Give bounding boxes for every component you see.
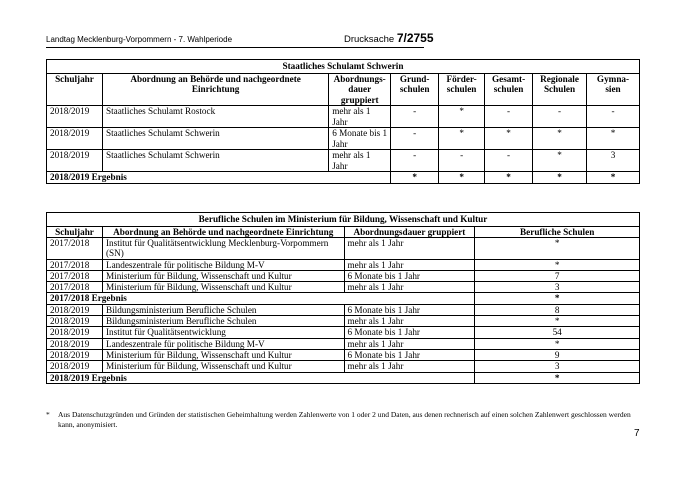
col-header: Abordnung an Behörde und nachgeordnete Einrichtung xyxy=(102,73,328,106)
cell: * xyxy=(475,293,640,304)
col-header: Schuljahr xyxy=(47,73,103,106)
col-header: Abordnungs-dauer gruppiert xyxy=(329,73,391,106)
cell: * xyxy=(439,172,485,184)
cell: * xyxy=(439,128,485,150)
cell: 2018/2019 xyxy=(47,361,103,372)
table-berufliche-schulen xyxy=(46,212,640,384)
cell: * xyxy=(475,338,640,349)
cell: - xyxy=(391,106,439,128)
cell: * xyxy=(587,172,640,184)
cell: Ministerium für Bildung, Wissenschaft und Kultur xyxy=(102,349,344,360)
cell: Bildungsministerium Berufliche Schulen xyxy=(102,316,344,327)
cell: * xyxy=(485,172,533,184)
cell: 54 xyxy=(475,327,640,338)
col-header: Grund-schulen xyxy=(391,73,439,106)
header-rule xyxy=(46,47,424,48)
cell: - xyxy=(391,128,439,150)
table-staatliches-schulamt xyxy=(46,59,640,184)
cell: 2017/2018 xyxy=(47,238,103,260)
table2-header-row xyxy=(47,226,640,238)
cell: 3 xyxy=(587,150,640,172)
cell: - xyxy=(391,150,439,172)
cell: mehr als 1 Jahr xyxy=(344,361,475,372)
cell: Institut für Qualitätsentwicklung xyxy=(102,327,344,338)
col-header: Gymna-sien xyxy=(587,73,640,106)
cell: * xyxy=(475,238,640,260)
cell: Landeszentrale für politische Bildung M-V xyxy=(102,338,344,349)
cell: Staatliches Schulamt Schwerin xyxy=(102,128,328,150)
table-row xyxy=(47,316,640,327)
col-header: Berufliche Schulen xyxy=(475,226,640,238)
cell: Staatliches Schulamt Rostock xyxy=(102,106,328,128)
col-header: Abordnung an Behörde und nachgeordnete Einrichtung xyxy=(102,226,344,238)
result-row xyxy=(47,172,640,184)
table-row xyxy=(47,150,640,172)
cell: * xyxy=(533,172,587,184)
cell: Landeszentrale für politische Bildung M-V xyxy=(102,259,344,270)
result-label: 2018/2019 Ergebnis xyxy=(47,372,475,383)
cell: - xyxy=(439,150,485,172)
col-header: Förder-schulen xyxy=(439,73,485,106)
cell: 2017/2018 xyxy=(47,270,103,281)
cell: 3 xyxy=(475,361,640,372)
cell: * xyxy=(475,316,640,327)
table-row xyxy=(47,361,640,372)
cell: 3 xyxy=(475,282,640,293)
cell: 6 Monate bis 1 Jahr xyxy=(329,128,391,150)
cell: Ministerium für Bildung, Wissenschaft und Kultur xyxy=(102,270,344,281)
table-row xyxy=(47,238,640,260)
result-label: 2017/2018 Ergebnis xyxy=(47,293,475,304)
footnote-text: Aus Datenschutzgründen und Gründen der statistischen Geheimhaltung werden Zahlenwerte von 1 oder 2 und Daten, aus denen rechnerisch auf einen solchen Zahlenwert geschlossen werden kann, anonymisiert. xyxy=(58,410,631,429)
table-row xyxy=(47,327,640,338)
result-row xyxy=(47,293,640,304)
cell: Ministerium für Bildung, Wissenschaft und Kultur xyxy=(102,282,344,293)
cell: 2018/2019 xyxy=(47,349,103,360)
table1-title: Staatliches Schulamt Schwerin xyxy=(47,60,640,74)
cell: mehr als 1 Jahr xyxy=(344,316,475,327)
cell: * xyxy=(391,172,439,184)
col-header: Schuljahr xyxy=(47,226,103,238)
cell: - xyxy=(533,106,587,128)
parliament-header: Landtag Mecklenburg-Vorpommern - 7. Wahlperiode xyxy=(46,35,233,44)
table-row xyxy=(47,282,640,293)
cell: 6 Monate bis 1 Jahr xyxy=(344,270,475,281)
result-label: 2018/2019 Ergebnis xyxy=(47,172,391,184)
table1-header-row xyxy=(47,73,640,106)
cell: * xyxy=(475,259,640,270)
cell: * xyxy=(485,128,533,150)
cell: 7 xyxy=(475,270,640,281)
footnote-mark: * xyxy=(46,410,50,419)
footnote xyxy=(46,410,640,429)
cell: - xyxy=(587,106,640,128)
table-row xyxy=(47,128,640,150)
cell: * xyxy=(475,372,640,383)
cell: Staatliches Schulamt Schwerin xyxy=(102,150,328,172)
drucksache-label: Drucksache xyxy=(344,34,395,45)
cell: * xyxy=(533,128,587,150)
cell: 8 xyxy=(475,304,640,315)
cell: mehr als 1 Jahr xyxy=(329,150,391,172)
cell: 2018/2019 xyxy=(47,338,103,349)
cell: 6 Monate bis 1 Jahr xyxy=(344,327,475,338)
table-row xyxy=(47,338,640,349)
cell: * xyxy=(533,150,587,172)
cell: mehr als 1 Jahr xyxy=(344,338,475,349)
cell: 6 Monate bis 1 Jahr xyxy=(344,349,475,360)
cell: 2018/2019 xyxy=(47,327,103,338)
cell: - xyxy=(485,106,533,128)
cell: 2018/2019 xyxy=(47,150,103,172)
table2-title: Berufliche Schulen im Ministerium für Bildung, Wissenschaft und Kultur xyxy=(47,213,640,227)
table-row xyxy=(47,304,640,315)
table-row xyxy=(47,349,640,360)
result-row xyxy=(47,372,640,383)
col-header: Gesamt-schulen xyxy=(485,73,533,106)
cell: - xyxy=(485,150,533,172)
cell: 2018/2019 xyxy=(47,304,103,315)
cell: mehr als 1 Jahr xyxy=(344,259,475,270)
document-number xyxy=(344,31,434,45)
cell: mehr als 1 Jahr xyxy=(344,238,475,260)
cell: 6 Monate bis 1 Jahr xyxy=(344,304,475,315)
cell: mehr als 1 Jahr xyxy=(329,106,391,128)
cell: 2017/2018 xyxy=(47,282,103,293)
cell: * xyxy=(587,128,640,150)
cell: * xyxy=(439,106,485,128)
cell: mehr als 1 Jahr xyxy=(344,282,475,293)
cell: Ministerium für Bildung, Wissenschaft und Kultur xyxy=(102,361,344,372)
table-row xyxy=(47,106,640,128)
cell: 2018/2019 xyxy=(47,106,103,128)
cell: Bildungsministerium Berufliche Schulen xyxy=(102,304,344,315)
table-row xyxy=(47,270,640,281)
col-header: Abordnungsdauer gruppiert xyxy=(344,226,475,238)
table-row xyxy=(47,259,640,270)
drucksache-number: 7/2755 xyxy=(396,31,434,45)
cell: 2018/2019 xyxy=(47,128,103,150)
cell: 2018/2019 xyxy=(47,316,103,327)
cell: Institut für Qualitätsentwicklung Mecklenburg-Vorpommern (SN) xyxy=(102,238,344,260)
col-header: Regionale Schulen xyxy=(533,73,587,106)
cell: 9 xyxy=(475,349,640,360)
page-number: 7 xyxy=(634,428,640,439)
cell: 2017/2018 xyxy=(47,259,103,270)
